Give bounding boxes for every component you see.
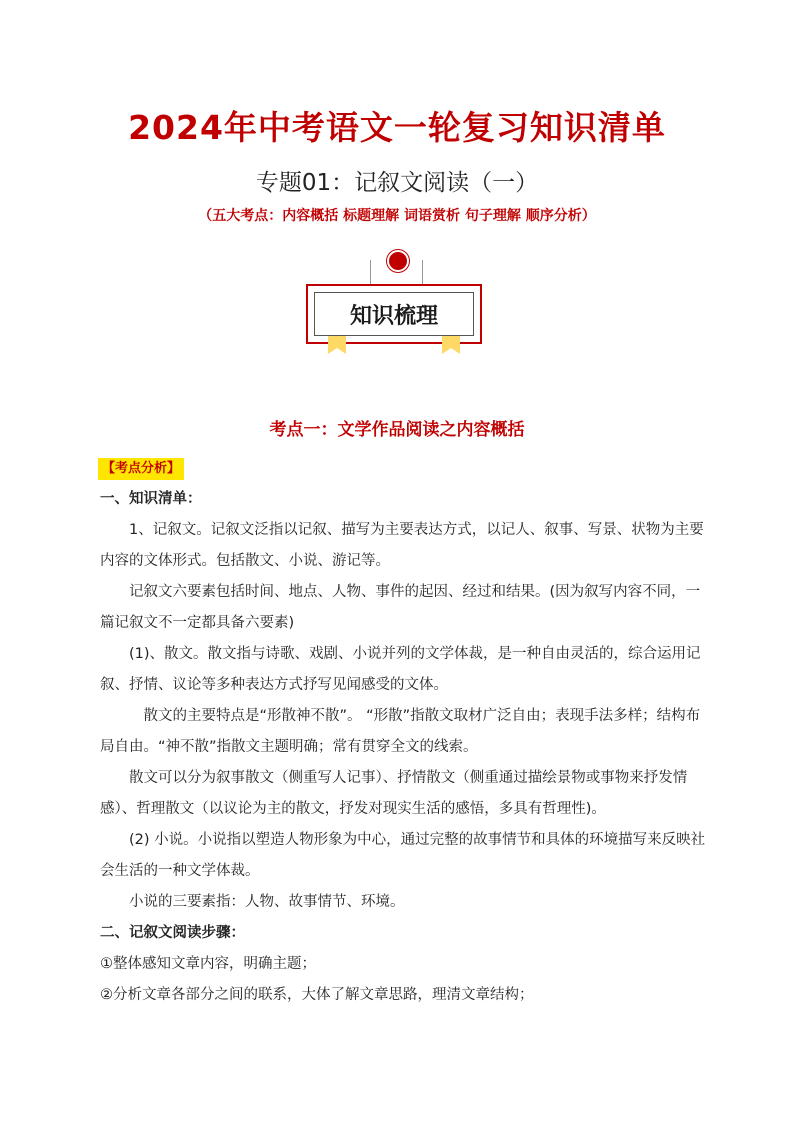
paragraph: (1)、散文。散文指与诗歌、戏剧、小说并列的文学体裁，是一种自由灵活的，综合运用记叙、抒情、议论等多种表达方式抒写见闻感受的文体。 [100, 646, 701, 693]
knowledge-badge [306, 246, 486, 358]
paragraph: (2) 小说。小说指以塑造人物形象为中心，通过完整的故事情节和具体的环境描写来反映社会生活的一种文学体裁。 [100, 832, 706, 879]
badge-frame [306, 284, 482, 344]
document-subtitle: 专题01：记叙文阅读（一） [255, 170, 539, 196]
section-heading: 考点一：文学作品阅读之内容概括 [269, 420, 525, 440]
paragraph: 记叙文六要素包括时间、地点、人物、事件的起因、经过和结果。(因为叙写内容不同，一篇记叙文不一定都具备六要素) [100, 584, 701, 631]
heading-knowledge-list: 一、知识清单： [100, 491, 202, 507]
badge-pin-icon [387, 250, 409, 272]
badge-label: 知识梳理 [349, 303, 438, 329]
paragraph: 散文可以分为叙事散文（侧重写人记事）、抒情散文（侧重通过描绘景物或事物来抒发情感）、哲理散文（以议论为主的散文，抒发对现实生活的感悟，多具有哲理性)。 [100, 770, 688, 817]
document-title: 2024年中考语文一轮复习知识清单 [128, 108, 666, 147]
heading-reading-steps: 二、记叙文阅读步骤： [100, 925, 245, 941]
analysis-tag: 【考点分析】 [98, 458, 184, 480]
document-body [100, 484, 706, 1011]
paragraph: 1、记叙文。记叙文泛指以记叙、描写为主要表达方式，以记人、叙事、写景、状物为主要内容的文体形式。包括散文、小说、游记等。 [100, 522, 704, 569]
step-item: ①整体感知文章内容，明确主题； [100, 956, 316, 972]
scope-line: （五大考点：内容概括 标题理解 词语赏析 句子理解 顺序分析） [198, 208, 596, 224]
paragraph: 小说的三要素指：人物、故事情节、环境。 [129, 894, 405, 910]
paragraph: 散文的主要特点是“形散神不散”。 “形散”指散文取材广泛自由；表现手法多样；结构布局自由。“神不散”指散文主题明确；常有贯穿全文的线索。 [100, 708, 701, 755]
step-item: ②分析文章各部分之间的联系，大体了解文章思路，理清文章结构； [100, 987, 534, 1003]
